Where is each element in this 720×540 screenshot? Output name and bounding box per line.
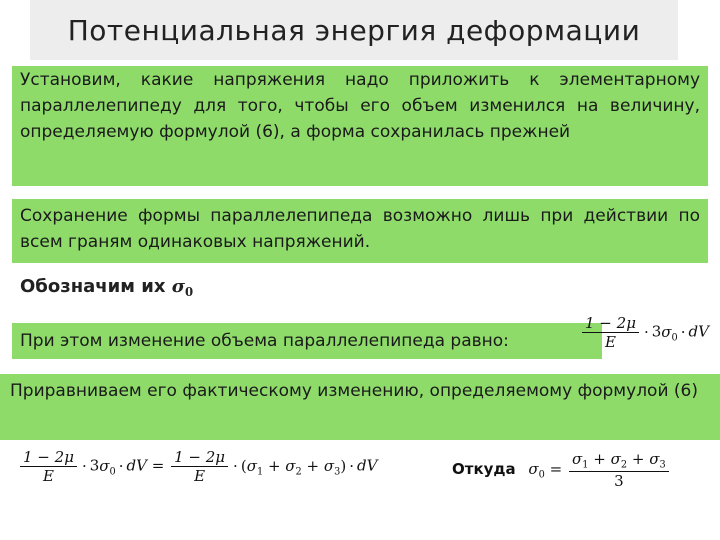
result-formula: Откуда $\sigma_0$ = $\frac{\sigma_1 + \sigma_2 + \sigma_3}{3}$ (452, 450, 671, 490)
fraction-left-denominator: E (43, 467, 54, 485)
result-denominator: 3 (614, 472, 624, 491)
page-title: Потенциальная энергия деформации (67, 13, 641, 47)
whence-label: Откуда (452, 460, 516, 479)
volume-change-formula: $\frac{1 - 2\mu}{E}$ · $3\sigma_0$ · dV (580, 314, 709, 351)
fraction-right-numerator: 1 − 2μ (171, 448, 228, 467)
fraction-right-denominator: E (194, 467, 206, 485)
shape-text: Сохранение формы параллелепипеда возможно лишь при действии по всем граням одинаковых напряжений. (20, 206, 700, 252)
sigma-sum: $(\sigma_1 + \sigma_2 + \sigma_3)$ (240, 456, 347, 477)
fraction (582, 314, 639, 351)
fraction-left-numerator: 1 − 2μ (20, 448, 77, 467)
denote-label: Обозначим их (20, 276, 166, 297)
intro-text: Установим, какие напряжения надо приложить к элементарному параллелепипеду для того, чтобы его объем изменился на величину, определяемую формулой (6), а форма сохранилась прежней (20, 70, 700, 142)
text-block-intro (12, 66, 708, 186)
coefficient-left: 3 (89, 456, 100, 475)
fraction-numerator: 1 − 2μ (582, 314, 639, 333)
result-numerator: $\sigma_1 + \sigma_2 + \sigma_3$ (569, 450, 669, 472)
denote-line (20, 276, 193, 299)
fraction-denominator: E (605, 333, 616, 351)
volume-change-text: При этом изменение объема параллелепипеда равно: (20, 331, 509, 351)
equation-formula: $\frac{1 - 2\mu}{E}$ · $3\sigma_0$ · dV = $\frac{1 - 2\mu}{E}$ · $(\sigma_1 + \sigma_2 + \sigma_3)$ · dV (18, 448, 377, 485)
fraction-right (171, 448, 228, 485)
result-fraction (569, 450, 669, 490)
equate-text: Приравниваем его фактическому изменению, определяемому формулой (6) (10, 381, 698, 401)
text-block-shape (12, 199, 708, 263)
sigma0-symbol: $\sigma_0$ (171, 276, 194, 300)
title-bar (30, 0, 678, 60)
fraction-left (20, 448, 77, 485)
coefficient: 3 (651, 322, 662, 341)
volume-change-line (12, 323, 602, 359)
text-block-equate (0, 374, 720, 440)
